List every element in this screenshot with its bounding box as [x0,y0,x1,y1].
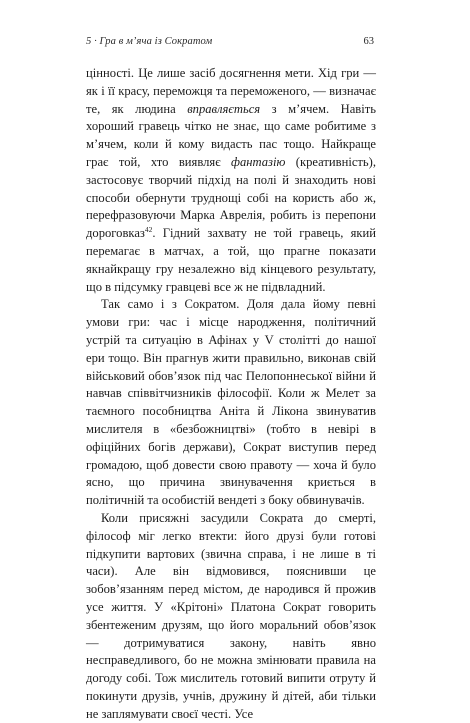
text-run: . Гідний захвату не той гравець, який перемагає в матчах, а той, що прагне показати якнайкращу гру незалежно від кінцевого результату, що в підсумку гравцеві все ж не підвладний. [86,226,376,294]
emphasis-word: вправляється [187,101,261,116]
text-run: цінності. Це лише засіб досягнення мети. Хід гри — як і її красу, переможця та переможеного, — визначає те, як людина [86,66,376,116]
body-text [86,65,376,723]
text-run: з м’ячем. Навіть хороший гравець чітко не знає, що саме робитиме з м’ячем, коли й кому видасть пас тощо. Найкраще грає той, хто виявляє [86,101,376,169]
text-run: (креативність), застосовує творчий підхід на полі й знаходить нові способи обернути труднощі собі на користь або ж, перефразовуючи Марка Аврелія, робить із перепони дороговказ [86,154,377,241]
paragraph-3: Коли присяжні засудили Сократа до смерті, філософ міг легко втекти: його друзі були готові підкупити вартових (звична справа, і не лише в ті часи). Але він відмовився, пояснивши це зобов’язанням перед містом, де народився й прожив усе життя. У «Крітоні» Платона Сократ говорить збентеженим друзям, що його моральний обов’язок — дотримуватися закону, навіть явно несправедливого, бо не можна змінювати правила на догоду собі. Тож мислитель готовий випити отруту й покинути друзів, учнів, дружину й дітей, аби тільки не заплямувати своєї честі. Усе [86,510,376,721]
footnote-reference[interactable]: 42 [144,224,153,234]
paragraph-1 [86,65,376,296]
emphasis-word: фантазію [231,154,286,169]
running-head: 5 · Гра в м’яча із Сократом [86,36,213,47]
page-number: 63 [363,36,374,47]
paragraph-2: Так само і з Сократом. Доля дала йому певні умови гри: час і місце народження, політичний устрій та ситуацію в Афінах у V столітті до нашої ери тощо. Він прагнув жити правильно, виконав свій військовий обов’язок під час Пелопоннеської війни й навчав співвітчизників філософії. Коли ж Мелет за таємного пособництва Аніта й Лікона звинуватив мислителя в «безбожництві» (тобто в невірі в офіційних богів держави), Сократ виступив перед громадою, щоб довести свою правоту — хоча й було ясно, що причина звинувачення криється в політичній та особистій вендеті з боку обвинувачів. [86,297,376,508]
